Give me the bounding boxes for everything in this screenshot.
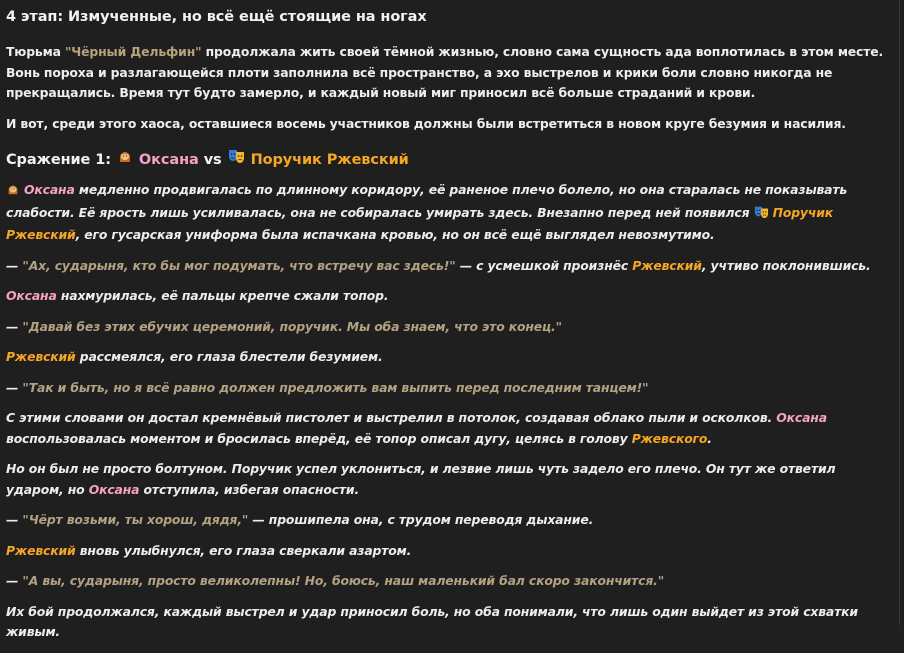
intro-paragraph-2: И вот, среди этого хаоса, оставшиеся восемь участников должны были встретиться в новом круге безумия и насилия. xyxy=(6,115,846,131)
character-name-rzhevsky: Ржевского xyxy=(631,430,708,446)
narration-text: воспользовалась моментом и бросилась вперёд, её топор описал дугу, целясь в голову xyxy=(6,430,632,446)
dialogue-speech: "Чёрт возьми, ты хорош, дядя," xyxy=(22,512,249,527)
dialogue-dash: — xyxy=(6,512,23,527)
fighter-1-name: Оксана xyxy=(138,151,199,168)
dialogue-speech: "Давай без этих ебучих церемоний, поручик. Мы оба знаем, что это конец." xyxy=(22,318,562,334)
dialogue-line xyxy=(6,378,894,399)
character-name-oksana: Оксана xyxy=(24,182,75,197)
dialogue-dash: — xyxy=(6,318,23,334)
dialogue-line xyxy=(6,571,894,592)
character-name-rzhevsky: Ржевский xyxy=(632,257,702,273)
story-paragraph xyxy=(6,180,894,246)
story-paragraph xyxy=(6,459,894,500)
narration-text: Но он был не просто болтуном. Поручик успел уклониться, и лезвие лишь чуть задело его плечо. Он тут же ответил ударом, но xyxy=(6,461,836,497)
narration-text: . xyxy=(707,430,712,446)
dialogue-dash: — xyxy=(6,379,23,395)
dialogue-dash: — xyxy=(6,573,23,588)
intro-section xyxy=(6,42,894,134)
dialogue-speech: "Ах, сударыня, кто бы мог подумать, что встречу вас здесь!" xyxy=(22,257,456,273)
intro-text: продолжала жить своей тёмной жизнью, словно сама сущность ада воплотилась в этом месте. Вонь пороха и разлагающейся плоти заполнила всё пространство, а эхо выстрелов и крики боли словно никогда не прекращались. Время тут будто замерло, и каждый новый миг приносил всё больше страданий и крови. xyxy=(6,44,884,100)
character-name-rzhevsky: Поручик Ржевский xyxy=(6,204,833,242)
story-paragraph xyxy=(6,408,894,449)
dialogue-speech: "А вы, сударыня, просто великолепны! Но, боюсь, наш маленький бал скоро закончится." xyxy=(22,573,665,588)
dialogue-speech: "Так и быть, но я всё равно должен предложить вам выпить перед последним танцем!" xyxy=(22,379,649,395)
narration-text: , учтиво поклонившись. xyxy=(701,257,871,273)
dialogue-line xyxy=(6,256,894,277)
intro-paragraph-1 xyxy=(6,42,894,104)
theater-masks-emoji-icon xyxy=(754,205,769,226)
theater-masks-emoji-icon xyxy=(228,148,245,171)
prison-name: "Чёрный Дельфин" xyxy=(64,44,202,59)
narration-text: медленно продвигалась по длинному коридору, её раненое плечо болело, но она старалась не показывать слабости. Её ярость лишь усиливалась, она не собиралась умирать здесь. Внезапно перед ней появился xyxy=(6,182,848,220)
character-name-oksana: Оксана xyxy=(6,288,57,303)
story-paragraph xyxy=(6,286,894,307)
character-name-oksana: Оксана xyxy=(776,410,827,425)
versus-label: vs xyxy=(203,151,222,168)
battle-title xyxy=(6,148,894,171)
character-name-rzhevsky: Ржевский xyxy=(6,349,76,364)
character-name-oksana: Оксана xyxy=(88,481,140,497)
dialogue-line xyxy=(6,317,894,338)
narration-text: вновь улыбнулся, его глаза сверкали азартом. xyxy=(75,542,412,558)
narration-text: отступила, избегая опасности. xyxy=(139,481,360,497)
intro-text: Тюрьма xyxy=(6,44,65,59)
narration-text: — с усмешкой произнёс xyxy=(455,257,633,273)
battle-story xyxy=(6,180,894,643)
message-content xyxy=(6,6,894,653)
narration-text: , его гусарская униформа была испачкана кровью, но он всё ещё выглядел невозмутимо. xyxy=(75,227,715,242)
dialogue-dash: — xyxy=(6,257,23,273)
woman-emoji-icon xyxy=(117,148,133,171)
story-paragraph: Их бой продолжался, каждый выстрел и удар приносил боль, но оба понимали, что лишь один выйдет из этой схватки живым. xyxy=(6,603,858,639)
fighter-2-name: Поручик Ржевский xyxy=(250,151,409,168)
narration-text: С этими словами он достал кремнёвый пистолет и выстрелил в потолок, создавая облако пыли и осколков. xyxy=(6,410,777,425)
narration-text: рассмеялся, его глаза блестели безумием. xyxy=(75,349,383,364)
battle-label: Сражение 1: xyxy=(6,151,111,168)
character-name-rzhevsky: Ржевский xyxy=(6,542,76,558)
narration-text: — прошипела она, с трудом переводя дыхание. xyxy=(248,512,594,527)
story-paragraph xyxy=(6,347,894,368)
story-paragraph xyxy=(6,541,894,562)
narration-text: нахмурилась, её пальцы крепче сжали топор. xyxy=(56,288,389,303)
woman-emoji-icon xyxy=(6,182,20,203)
stage-title: 4 этап: Измученные, но всё ещё стоящие на ногах xyxy=(6,9,427,25)
dialogue-line xyxy=(6,510,894,531)
